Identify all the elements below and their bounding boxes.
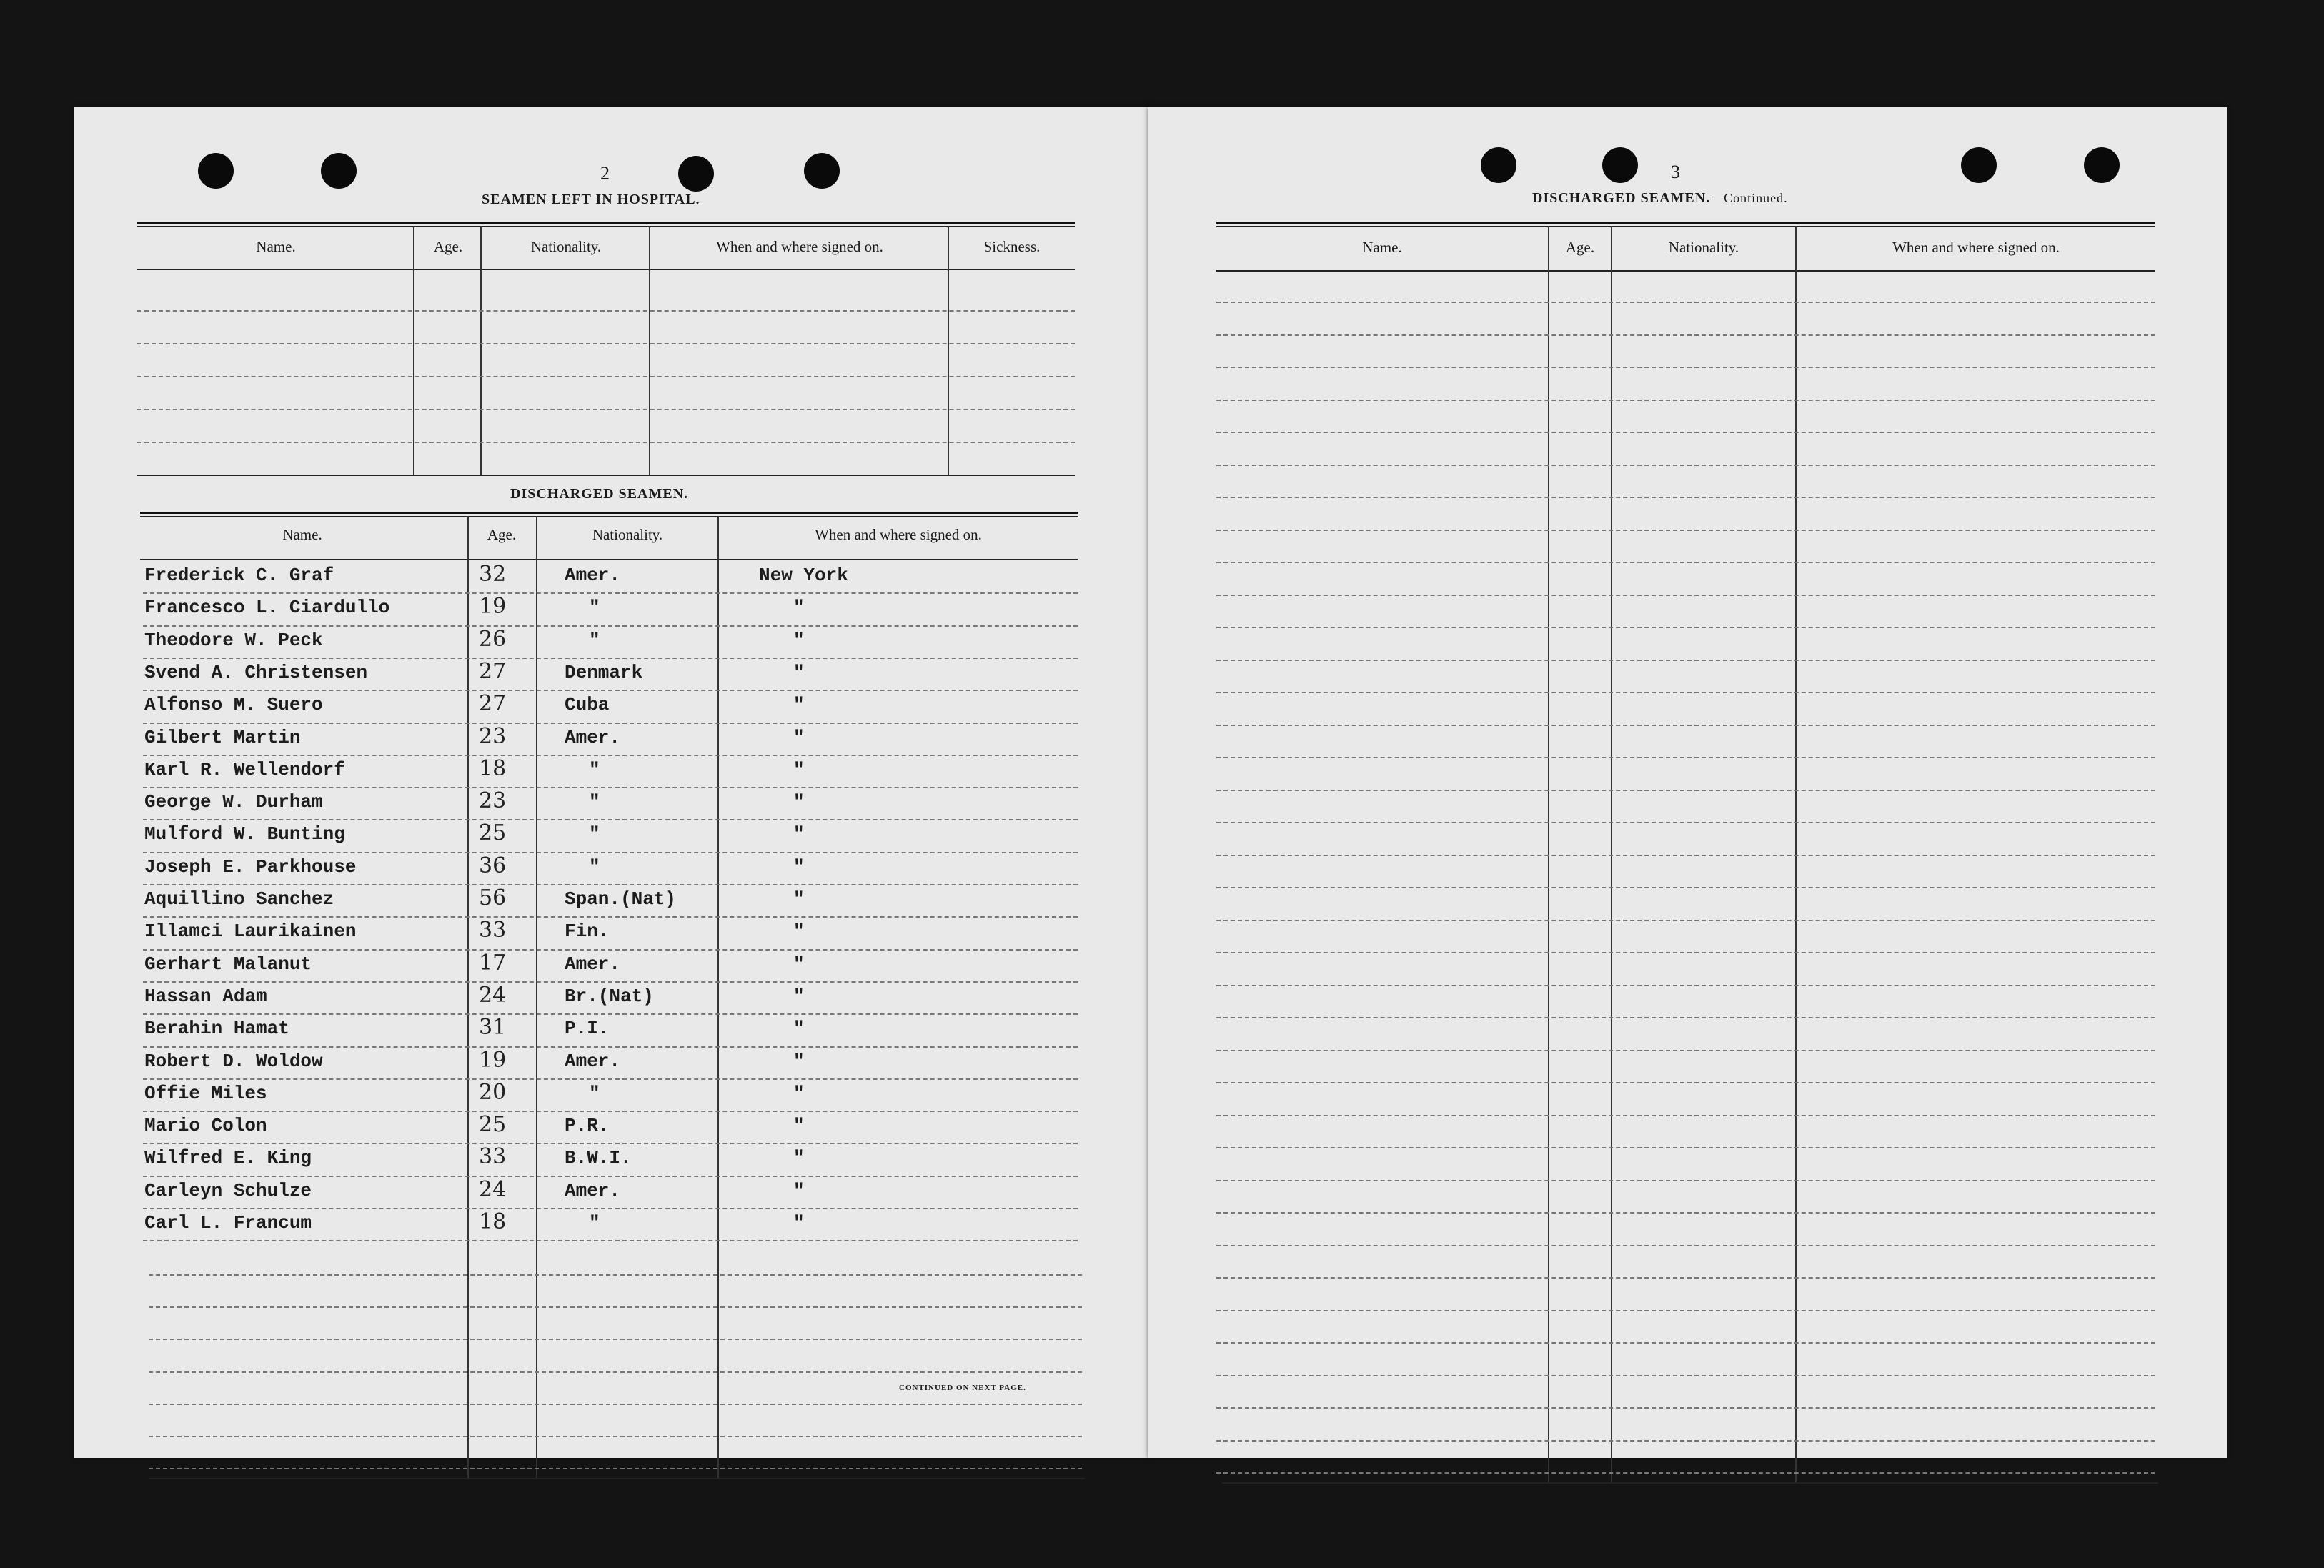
seaman-age: 26: [479, 626, 507, 652]
seaman-nationality: Span.(Nat): [565, 888, 677, 910]
seaman-nationality: P.I.: [565, 1018, 610, 1040]
punch-hole: [1961, 147, 1997, 183]
seaman-name: Aquillino Sanchez: [144, 888, 334, 910]
seaman-nationality: Amer.: [565, 726, 621, 748]
seaman-signed-on: ": [793, 629, 805, 651]
col-header-nationality: Nationality.: [530, 238, 602, 255]
seaman-nationality: ": [589, 823, 600, 845]
seaman-nationality: Amer.: [565, 1179, 621, 1201]
seaman-age: 18: [479, 755, 507, 781]
seaman-nationality: Denmark: [565, 661, 643, 683]
seaman-name: Gilbert Martin: [144, 726, 301, 748]
seaman-name: Berahin Hamat: [144, 1018, 289, 1040]
seaman-nationality: P.R.: [565, 1115, 610, 1137]
seaman-signed-on: ": [793, 921, 805, 943]
seaman-name: Carl L. Francum: [144, 1212, 312, 1234]
seaman-nationality: Amer.: [565, 953, 621, 975]
seaman-age: 23: [479, 723, 507, 749]
col-header-age: Age.: [487, 526, 517, 543]
seaman-age: 31: [479, 1015, 507, 1041]
seaman-signed-on: ": [793, 1115, 805, 1137]
seaman-signed-on: ": [793, 758, 805, 780]
continued-note: CONTINUED ON NEXT PAGE.: [899, 1384, 1026, 1392]
seaman-signed-on: ": [793, 1212, 805, 1234]
seaman-name: Robert D. Woldow: [144, 1050, 323, 1072]
seaman-name: Mario Colon: [144, 1115, 267, 1137]
seaman-nationality: ": [589, 1082, 600, 1104]
col-header-age: Age.: [1565, 239, 1595, 256]
seaman-signed-on: ": [793, 1018, 805, 1040]
seaman-signed-on: ": [793, 791, 805, 813]
right-page: [1148, 107, 2227, 1458]
seaman-signed-on: ": [793, 661, 805, 683]
seaman-nationality: ": [589, 758, 600, 780]
col-header-signed-on: When and where signed on.: [716, 238, 883, 255]
seaman-signed-on: ": [793, 1050, 805, 1072]
seaman-name: George W. Durham: [144, 791, 323, 813]
seaman-nationality: ": [589, 855, 600, 878]
col-header-sickness: Sickness.: [983, 238, 1041, 255]
seaman-nationality: Br.(Nat): [565, 985, 654, 1007]
seaman-nationality: B.W.I.: [565, 1147, 632, 1169]
seaman-name: Theodore W. Peck: [144, 629, 323, 651]
seaman-age: 27: [479, 658, 507, 684]
seaman-nationality: ": [589, 1212, 600, 1234]
seaman-name: Offie Miles: [144, 1082, 267, 1104]
seaman-nationality: Cuba: [565, 694, 610, 716]
punch-hole: [198, 153, 234, 189]
seaman-signed-on: New York: [759, 565, 848, 586]
title-suffix: —Continued.: [1710, 191, 1788, 205]
seaman-signed-on: ": [793, 726, 805, 748]
seaman-name: Alfonso M. Suero: [144, 694, 323, 716]
punch-hole: [804, 153, 840, 189]
seaman-name: Wilfred E. King: [144, 1147, 312, 1169]
seaman-signed-on: ": [793, 823, 805, 845]
seaman-age: 56: [479, 885, 507, 910]
col-header-name: Name.: [1362, 239, 1402, 256]
punch-hole: [678, 156, 714, 192]
seaman-signed-on: ": [793, 953, 805, 975]
seaman-name: Gerhart Malanut: [144, 953, 312, 975]
seaman-age: 36: [479, 853, 507, 878]
seaman-name: Frederick C. Graf: [144, 565, 334, 586]
seaman-signed-on: ": [793, 597, 805, 619]
seaman-age: 19: [479, 1047, 507, 1073]
col-header-nationality: Nationality.: [1668, 239, 1739, 256]
seaman-age: 33: [479, 1144, 507, 1170]
seaman-nationality: Fin.: [565, 921, 610, 943]
seaman-age: 18: [479, 1209, 507, 1234]
hospital-section-title: SEAMEN LEFT IN HOSPITAL.: [482, 192, 700, 207]
seaman-signed-on: ": [793, 1147, 805, 1169]
seaman-name: Carleyn Schulze: [144, 1179, 312, 1201]
seaman-signed-on: ": [793, 888, 805, 910]
discharged-continued-title: [1532, 190, 1788, 207]
seaman-nationality: ": [589, 791, 600, 813]
seaman-name: Hassan Adam: [144, 985, 267, 1007]
page-number: 3: [1671, 162, 1680, 182]
seaman-age: 25: [479, 1112, 507, 1138]
left-page: [74, 107, 1151, 1458]
punch-hole: [2084, 147, 2120, 183]
seaman-age: 19: [479, 594, 507, 620]
seaman-name: Mulford W. Bunting: [144, 823, 345, 845]
col-header-signed-on: When and where signed on.: [815, 526, 982, 543]
discharged-section-title: DISCHARGED SEAMEN.: [510, 486, 689, 502]
seaman-nationality: Amer.: [565, 565, 621, 586]
seaman-age: 24: [479, 982, 507, 1008]
seaman-signed-on: ": [793, 855, 805, 878]
page-number: 2: [600, 163, 610, 184]
punch-hole: [321, 153, 357, 189]
col-header-signed-on: When and where signed on.: [1892, 239, 2060, 256]
seaman-name: Joseph E. Parkhouse: [144, 855, 357, 878]
seaman-nationality: Amer.: [565, 1050, 621, 1072]
seaman-age: 25: [479, 820, 507, 846]
seaman-age: 24: [479, 1176, 507, 1202]
seaman-age: 32: [479, 562, 507, 587]
seaman-age: 27: [479, 691, 507, 717]
seaman-name: Illamci Laurikainen: [144, 921, 357, 943]
seaman-age: 23: [479, 788, 507, 814]
seaman-age: 17: [479, 950, 507, 976]
seaman-nationality: ": [589, 629, 600, 651]
seaman-age: 33: [479, 918, 507, 943]
seaman-name: Karl R. Wellendorf: [144, 758, 345, 780]
col-header-name: Name.: [282, 526, 322, 543]
seaman-name: Francesco L. Ciardullo: [144, 597, 390, 619]
seaman-nationality: ": [589, 597, 600, 619]
col-header-name: Name.: [256, 238, 296, 255]
seaman-signed-on: ": [793, 985, 805, 1007]
punch-hole: [1481, 147, 1516, 183]
seaman-signed-on: ": [793, 1179, 805, 1201]
col-header-nationality: Nationality.: [592, 526, 663, 543]
seaman-signed-on: ": [793, 1082, 805, 1104]
seaman-age: 20: [479, 1079, 507, 1105]
title-text: DISCHARGED SEAMEN.: [1532, 190, 1711, 206]
col-header-age: Age.: [433, 238, 463, 255]
punch-hole: [1602, 147, 1638, 183]
seaman-name: Svend A. Christensen: [144, 661, 368, 683]
seaman-signed-on: ": [793, 694, 805, 716]
